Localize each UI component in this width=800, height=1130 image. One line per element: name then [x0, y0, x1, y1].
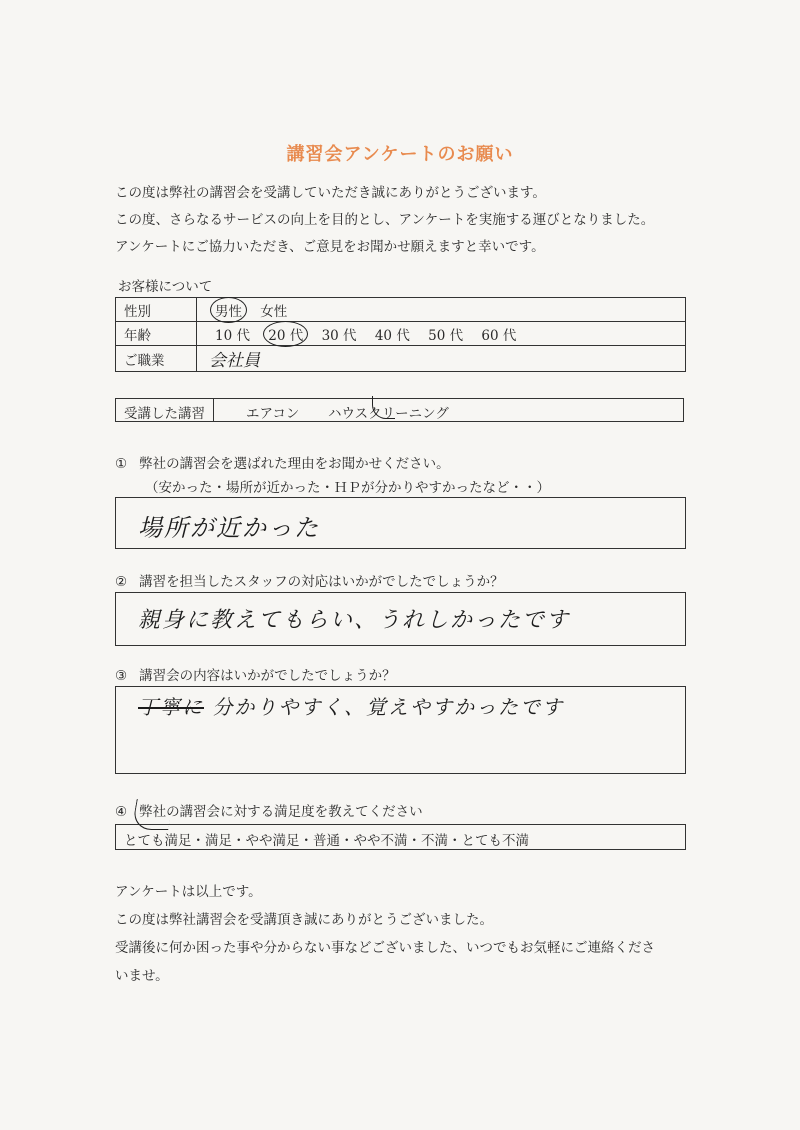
intro-text	[115, 180, 654, 261]
course-label: 受講した講習	[124, 406, 205, 422]
age-options	[197, 322, 686, 346]
course-option-aircon[interactable]: エアコン	[246, 406, 300, 422]
page-title: 講習会アンケートのお願い	[286, 144, 514, 165]
closing-line: アンケートは以上です。	[115, 884, 262, 900]
job-row	[116, 346, 686, 372]
satisfaction-scale	[115, 824, 686, 850]
gender-row	[116, 298, 686, 322]
selection-circle	[210, 297, 247, 323]
course-option-house-cleaning[interactable]: ハウスクリーニング	[328, 402, 449, 422]
question-4: ④ 弊社の講習会に対する満足度を教えてください	[115, 804, 423, 820]
intro-line: この度は弊社の講習会を受講していただき誠にありがとうございます。	[115, 185, 546, 201]
job-label: ご職業	[116, 346, 197, 372]
selection-mark	[131, 799, 173, 830]
answer-3-box[interactable]	[115, 686, 686, 774]
job-field[interactable]	[197, 346, 686, 372]
age-option[interactable]: 40 代	[374, 327, 410, 344]
selection-circle	[263, 321, 308, 347]
answer-1-box[interactable]	[115, 497, 686, 549]
age-option-selected[interactable]: 20 代	[268, 324, 303, 344]
gender-option-female[interactable]: 女性	[260, 303, 288, 320]
question-2: ② 講習を担当したスタッフの対応はいかがでしたでしょうか？	[115, 574, 504, 590]
question-1-hint: （安かった・場所が近かった・ＨＰが分かりやすかったなど・・）	[145, 480, 550, 496]
question-3: ③ 講習会の内容はいかがでしたでしょうか？	[115, 668, 396, 684]
age-option[interactable]: 30 代	[321, 327, 357, 344]
age-label: 年齢	[116, 322, 197, 346]
gender-label: 性別	[116, 298, 197, 322]
age-option[interactable]: 50 代	[428, 327, 464, 344]
course-box	[115, 398, 684, 422]
answer-1-text: 場所が近かった	[138, 514, 320, 542]
closing-text	[115, 878, 695, 990]
customer-section-label: お客様について	[118, 279, 213, 295]
age-option[interactable]: 60 代	[481, 327, 517, 344]
closing-line: いませ。	[115, 968, 169, 984]
answer-2-box[interactable]	[115, 592, 686, 646]
divider	[213, 399, 214, 421]
answer-3-struck-text: 丁寧に	[138, 695, 204, 719]
answer-3-text: 丁寧に 分かりやすく、覚えやすかったです	[138, 695, 564, 719]
scale-option-selected[interactable]: とても満足	[124, 829, 192, 849]
age-row	[116, 322, 686, 346]
gender-option-male[interactable]: 男性	[215, 300, 242, 320]
age-option[interactable]: 10 代	[215, 327, 250, 344]
closing-line: この度は弊社講習会を受講頂き誠にありがとうございました。	[115, 912, 493, 928]
job-value: 会社員	[209, 351, 260, 371]
scale-options[interactable]: ・満足・やや満足・普通・やや不満・不満・とても不満	[191, 833, 529, 849]
closing-line: 受講後に何か困った事や分からない事などございました、いつでもお気軽にご連絡くださ	[115, 940, 655, 956]
customer-table	[115, 297, 686, 372]
question-1: ① 弊社の講習会を選ばれた理由をお聞かせください。	[115, 456, 450, 472]
gender-options	[197, 298, 686, 322]
answer-2-text: 親身に教えてもらい、うれしかったです	[138, 608, 571, 633]
intro-line: アンケートにご協力いただき、ご意見をお聞かせ願えますと幸いです。	[115, 239, 545, 255]
intro-line: この度、さらなるサービスの向上を目的とし、アンケートを実施する運びとなりました。	[115, 212, 655, 228]
